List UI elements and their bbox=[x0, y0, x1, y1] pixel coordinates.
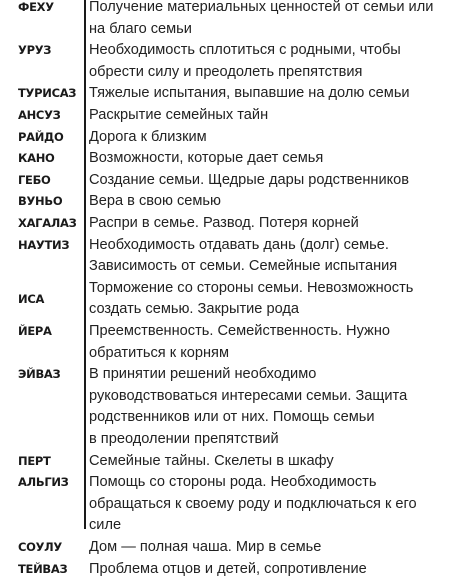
table-row bbox=[0, 148, 454, 170]
table-row bbox=[0, 235, 454, 278]
table-row bbox=[0, 472, 454, 537]
meaning-line: Необходимость сплотиться с родными, чтобы bbox=[89, 42, 401, 59]
meaning-line: обрести силу и преодолеть препятствия bbox=[89, 63, 363, 80]
rune-name: СОУЛУ bbox=[18, 540, 63, 554]
table-row bbox=[0, 321, 454, 364]
rune-name: АЛЬГИЗ bbox=[18, 475, 69, 490]
meaning-line: обращаться к своему роду и подключаться к его bbox=[89, 495, 417, 512]
rune-name: АНСУЗ bbox=[18, 108, 61, 122]
table-row bbox=[0, 364, 454, 450]
meaning-line: родственников или от них. Помощь семьи bbox=[89, 409, 375, 426]
rune-name: ВУНЬО bbox=[18, 194, 63, 209]
meaning-line: Преемственность. Семейственность. Нужно bbox=[89, 323, 390, 339]
table-row bbox=[0, 40, 454, 83]
table-row bbox=[0, 83, 454, 105]
rune-meaning bbox=[89, 191, 451, 213]
meaning-line: Получение материальных ценностей от семьи или bbox=[89, 0, 434, 15]
meaning-line: Зависимость от семьи. Семейные испытания bbox=[89, 258, 398, 275]
rune-meaning bbox=[89, 148, 451, 170]
rune-name: НАУТИЗ bbox=[18, 237, 70, 252]
meaning-line: Распри в семье. Развод. Потеря корней bbox=[89, 215, 359, 231]
meaning-line: на благо семьи bbox=[89, 20, 192, 37]
rune-name: РАЙДО bbox=[18, 129, 64, 144]
meaning-line: Помощь со стороны рода. Необходимость bbox=[89, 474, 377, 491]
table-row bbox=[0, 191, 454, 213]
meaning-line: Торможение со стороны семьи. Невозможность bbox=[89, 279, 414, 296]
meaning-line: руководствоваться интересами семьи. Защита bbox=[89, 387, 408, 404]
rune-meaning bbox=[89, 213, 451, 235]
rune-name: ЙЕРА bbox=[18, 324, 52, 338]
rune-name: ИСА bbox=[18, 291, 45, 306]
rune-meaning bbox=[89, 559, 451, 580]
rune-meaning bbox=[89, 278, 451, 321]
rune-name: ГЕБО bbox=[18, 172, 51, 187]
meaning-line: Раскрытие семейных тайн bbox=[89, 107, 269, 123]
meaning-line: создать семью. Закрытие рода bbox=[89, 301, 300, 318]
rune-name: УРУЗ bbox=[18, 43, 52, 58]
rune-name: КАНО bbox=[18, 151, 55, 166]
meaning-line: Проблема отцов и детей, сопротивление bbox=[89, 560, 367, 577]
meaning-line: обратиться к корням bbox=[89, 344, 229, 361]
rune-name: ЭЙВАЗ bbox=[18, 367, 61, 382]
rune-meaning bbox=[89, 170, 451, 192]
meaning-line: В принятии решений необходимо bbox=[89, 366, 317, 383]
meaning-line: силе bbox=[89, 517, 122, 534]
meaning-line: Тяжелые испытания, выпавшие на долю семьи bbox=[89, 85, 410, 102]
meaning-line: Необходимость отдавать дань (долг) семье. bbox=[89, 236, 389, 253]
rune-meaning bbox=[89, 40, 451, 83]
rune-name: ТУРИСАЗ bbox=[18, 86, 77, 101]
rune-meaning bbox=[89, 472, 451, 537]
rune-meaning bbox=[89, 105, 451, 127]
table-row bbox=[0, 278, 454, 321]
meaning-line: Вера в свою семью bbox=[89, 193, 221, 210]
table-row bbox=[0, 170, 454, 192]
rune-meaning bbox=[89, 127, 451, 149]
rune-meaning bbox=[89, 0, 451, 40]
rune-name: ХАГАЛАЗ bbox=[18, 216, 77, 230]
rune-meaning bbox=[89, 451, 451, 473]
rune-name: ПЕРТ bbox=[18, 453, 51, 468]
meaning-line: Дом — полная чаша. Мир в семье bbox=[89, 539, 322, 555]
rune-meaning bbox=[89, 83, 451, 105]
table-row bbox=[0, 213, 454, 235]
rune-meaning bbox=[89, 235, 451, 278]
rune-name: ТЕЙВАЗ bbox=[18, 561, 68, 576]
meaning-line: Семейные тайны. Скелеты в шкафу bbox=[89, 452, 334, 469]
rune-meaning bbox=[89, 321, 451, 364]
rune-name: ФЕХУ bbox=[18, 0, 54, 14]
rune-meaning bbox=[89, 364, 451, 450]
table-row bbox=[0, 127, 454, 149]
table-row bbox=[0, 105, 454, 127]
meaning-line: Создание семьи. Щедрые дары родственников bbox=[89, 171, 410, 188]
table-row bbox=[0, 537, 454, 559]
meaning-line: Возможности, которые дает семья bbox=[89, 150, 324, 167]
table-row bbox=[0, 559, 454, 580]
table-row bbox=[0, 451, 454, 473]
meaning-line: в преодолении препятствий bbox=[89, 430, 279, 447]
rune-meaning bbox=[89, 537, 451, 559]
meaning-line: Дорога к близким bbox=[89, 128, 207, 145]
table-row bbox=[0, 0, 454, 40]
